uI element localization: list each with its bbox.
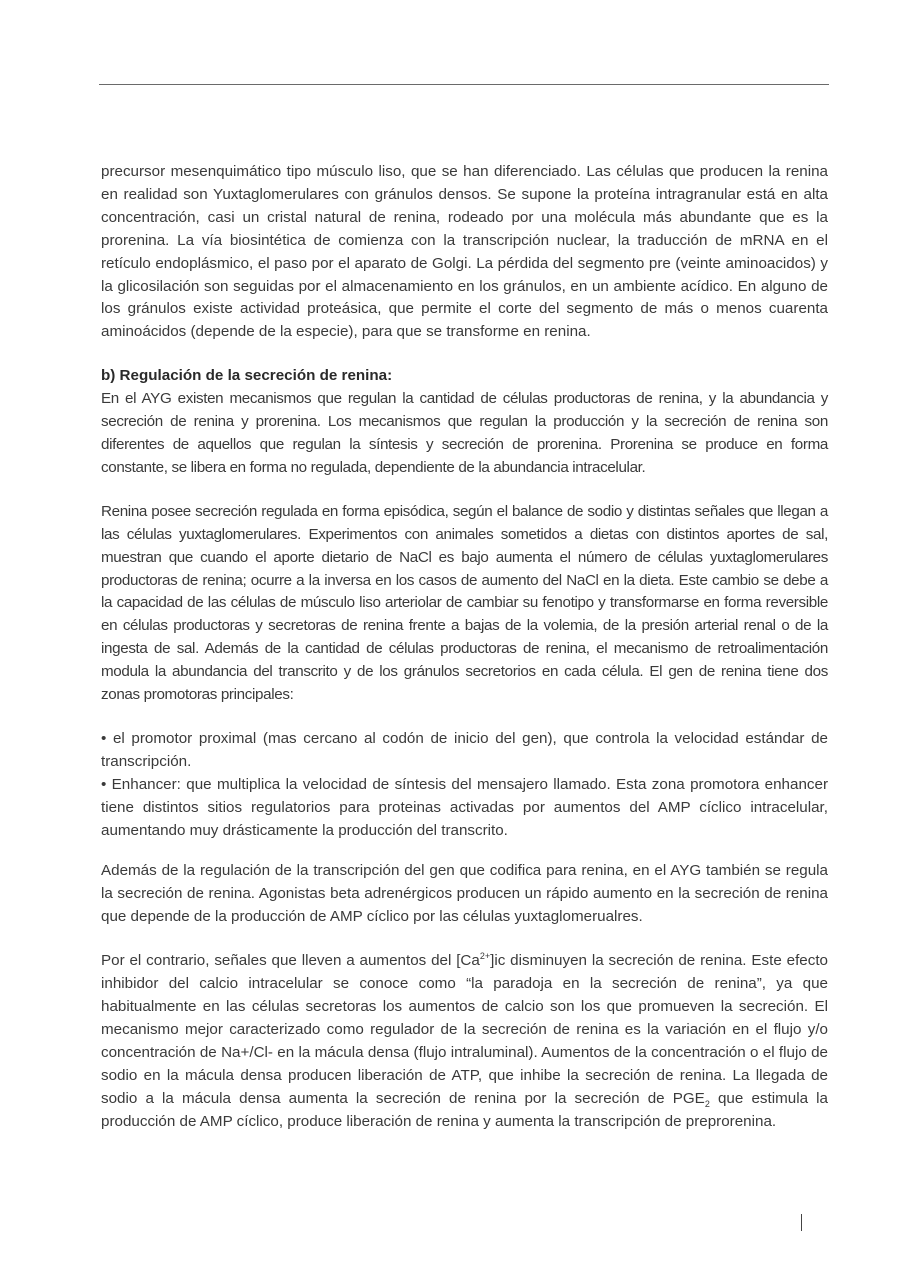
page-body	[101, 161, 828, 1133]
paragraph-renin-biosynthesis: precursor mesenquimático tipo músculo liso, que se han diferenciado. Las células que producen la renina en realidad son Yuxtaglomerulares con gránulos densos. Se supone la proteína intragranular está en alta concentración, casi un cristal natural de renina, rodeado por una molécula más abundante que es la prorenina. La vía biosintética de comienza con la transcripción nuclear, la traducción de mRNA en el retículo endoplásmico, el paso por el aparato de Golgi. La pérdida del segmento pre (veinte aminoacidos) y la glicosilación son seguidas por el almacenamiento en los gránulos, en un ambiente acídico. En alguno de los gránulos existe actividad proteásica, que permite el corte del segmento de más o menos cuarenta aminoácidos (depende de la especie), para que se transforme en renina.	[101, 163, 828, 341]
bullet-proximal-promoter: • el promotor proximal (mas cercano al codón de inicio del gen), que controla la velocidad estándar de transcripción.	[101, 729, 828, 770]
calcium-superscript: 2+	[479, 951, 491, 962]
paragraph-episodic-secretion: Renina posee secreción regulada en forma episódica, según el balance de sodio y distintas señales que llegan a las células yuxtaglomerulares. Experimentos con animales sometidos a dietas con distintos aportes de sal, muestran que cuando el aporte dietario de NaCl es bajo aumenta el número de células yuxtaglomerulares productoras de renina; ocurre a la inversa en los casos de aumento del NaCl en la dieta. Este cambio se debe a la capacidad de las células de músculo liso arteriolar de cambiar su fenotipo y transformarse en forma reversible en células productoras y secretoras de renina frente a bajas de la volemia, de la presión arterial renal o de la ingesta de sal. Además de la cantidad de células productoras de renina, el mecanismo de retroalimentación modula la abundancia del transcrito y de los gránulos secretorios en cada célula. El gen de renina tiene dos zonas promotoras principales:	[101, 502, 828, 704]
page-number-divider	[801, 1214, 802, 1231]
calcium-text-mid: ]ic disminuyen la secreción de renina. Este efecto inhibidor del calcio intracelular se conoce como “la paradoja en la secreción de renina”, ya que habitualmente en las células secretoras los aumentos de calcio son los que promueven la secreción. El mecanismo mejor caracterizado como regulador de la secreción de renina es la variación en el flujo y/o concentración de Na+/Cl- en la mácula densa (flujo intraluminal). Aumentos de la concentración o el flujo de sodio en la mácula densa producen liberación de ATP, que inhibe la secreción de renina. La llegada de sodio a la mácula densa aumenta la secreción de renina por la secreción de PGE	[101, 952, 828, 1107]
paragraph-calcium-paradox	[101, 950, 828, 1133]
header-divider	[99, 84, 829, 85]
paragraph-transcription-regulation: Además de la regulación de la transcripción del gen que codifica para renina, en el AYG también se regula la secreción de renina. Agonistas beta adrenérgicos producen un rápido aumento en la secreción de renina que depende de la producción de AMP cíclico por las células yuxtaglomerualres.	[101, 862, 828, 926]
pge-subscript: 2	[704, 1098, 710, 1109]
paragraph-regulation-mechanisms: En el AYG existen mecanismos que regulan la cantidad de células productoras de renina, y la abundancia y secreción de renina y prorenina. Los mecanismos que regulan la producción y la secreción de renina son diferentes de aquellos que regulan la síntesis y secreción de prorenina. Prorenina se produce en forma constante, se libera en forma no regulada, dependiente de la abundancia intracelular.	[101, 390, 828, 476]
calcium-text-end: que estimula la producción de AMP cíclico, produce liberación de renina y aumenta la transcripción de preprorenina.	[101, 1089, 828, 1130]
calcium-text-start: Por el contrario, señales que lleven a aumentos del [Ca	[101, 952, 480, 970]
section-heading-b: b) Regulación de la secreción de renina:	[101, 367, 393, 385]
bullet-enhancer: • Enhancer: que multiplica la velocidad de síntesis del mensajero llamado. Esta zona promotora enhancer tiene distintos sitios regulatorios para proteinas activadas por aumentos del AMP cíclico intracelular, aumentando muy drásticamente la producción del transcrito.	[101, 775, 828, 839]
